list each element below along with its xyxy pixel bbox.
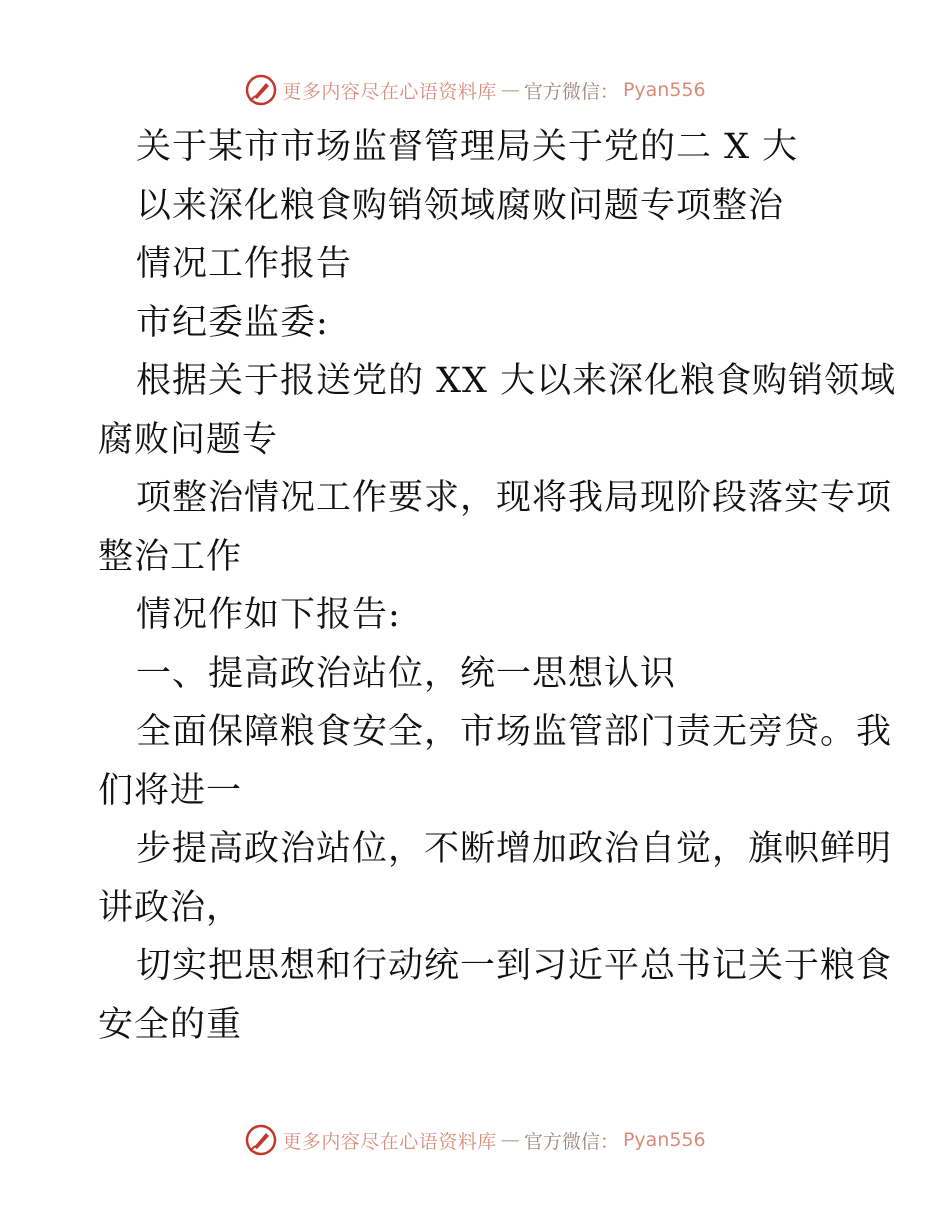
addressee-line: 市纪委监委: xyxy=(136,302,329,343)
footer-watermark xyxy=(0,1120,950,1160)
watermark-brand: 更多内容尽在心语资料库 xyxy=(282,1130,497,1153)
text-line: 情况作如下报告: xyxy=(136,595,401,635)
watermark-label: 官方微信： xyxy=(523,1130,619,1153)
text-line: 切实把思想和行动统一到习近平总书记关于粮食 xyxy=(136,946,893,986)
watermark-label: 官方微信： xyxy=(523,80,619,103)
text-line: 腐败问题专 xyxy=(98,419,279,460)
text-line: 全面保障粮食安全，市场监管部门责无旁贷。我 xyxy=(136,712,893,752)
text-line: 项整治情况工作要求，现将我局现阶段落实专项 xyxy=(136,478,893,518)
text-line: 安全的重 xyxy=(98,1004,243,1045)
text-line: 们将进一 xyxy=(98,770,243,811)
watermark-brand: 更多内容尽在心语资料库 xyxy=(282,80,497,103)
text-line: 情况工作报告 xyxy=(136,244,353,284)
watermark-id: Pyan556 xyxy=(622,79,706,101)
watermark-separator: — xyxy=(500,1129,520,1151)
document-body xyxy=(98,118,897,1054)
header-watermark xyxy=(0,70,950,110)
text-line: 以来深化粮食购销领域腐败问题专项整治 xyxy=(136,185,785,226)
text-line: 步提高政治站位，不断增加政治自觉，旗帜鲜明 xyxy=(136,829,893,869)
section-heading: 一、提高政治站位，统一思想认识 xyxy=(136,653,677,694)
text-line: 整治工作 xyxy=(98,536,243,577)
pen-nib-logo-icon xyxy=(244,1123,278,1157)
pen-nib-logo-icon xyxy=(244,73,278,107)
text-line: 根据关于报送党的 XX 大以来深化粮食购销领域 xyxy=(136,361,897,401)
text-line: 讲政治， xyxy=(98,887,243,928)
text-line: 关于某市市场监督管理局关于党的二 X 大 xyxy=(136,127,799,167)
watermark-id: Pyan556 xyxy=(622,1129,706,1151)
watermark-separator: — xyxy=(500,79,520,101)
